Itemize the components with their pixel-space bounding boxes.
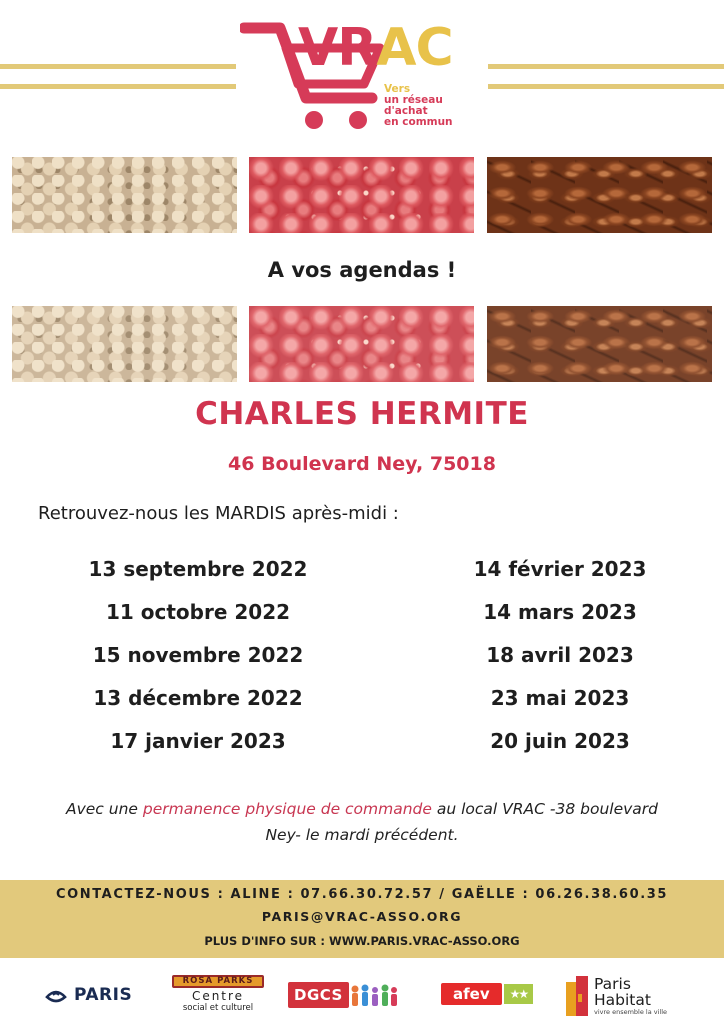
ph-line-2: Habitat — [594, 991, 651, 1009]
header-rule-left-top — [0, 64, 236, 69]
partner-rosa-parks-logo — [172, 975, 264, 1015]
location-address: 46 Boulevard Ney, 75018 — [228, 453, 496, 475]
dates-column-right — [410, 552, 710, 767]
note-highlight: permanence physique de commande — [142, 800, 432, 818]
note-line-1 — [30, 796, 694, 822]
contact-website[interactable]: PLUS D'INFO SUR : WWW.PARIS.VRAC-ASSO.ORG — [204, 934, 520, 948]
intro-text: Retrouvez-nous les MARDIS après-midi : — [38, 503, 399, 524]
date-item: 13 décembre 2022 — [93, 686, 303, 710]
tagline-line-3: d'achat — [384, 105, 428, 117]
date-item: 23 mai 2023 — [490, 686, 630, 710]
date-item: 15 novembre 2022 — [92, 643, 304, 667]
partner-paris-habitat-logo — [566, 974, 667, 1018]
tagline-line-4: en commun — [384, 116, 453, 128]
logo-word — [298, 18, 453, 78]
tagline-line-2: un réseau — [384, 94, 443, 106]
photo-apples-bottom — [249, 306, 474, 382]
rosa-parks-banner: ROSA PARKS — [172, 975, 264, 988]
logo-word-red: VR — [298, 18, 377, 78]
afev-stars-icon: ★★ — [504, 984, 534, 1004]
location-name: CHARLES HERMITE — [195, 396, 529, 432]
header-rule-right-bottom — [488, 84, 724, 89]
contact-email[interactable]: PARIS@VRAC-ASSO.ORG — [261, 909, 463, 924]
photo-dates-bottom — [487, 306, 712, 382]
date-item: 13 septembre 2022 — [88, 557, 308, 581]
contact-band — [0, 880, 724, 958]
paris-label: PARIS — [74, 985, 133, 1005]
people-group-icon — [349, 982, 399, 1008]
partner-dgcs-logo — [288, 980, 399, 1010]
rosa-centre-label: Centre — [191, 989, 245, 1003]
header-rule-left-bottom — [0, 84, 236, 89]
partner-paris-logo — [44, 980, 132, 1010]
rosa-sub-label: social et culturel — [182, 1003, 254, 1013]
photo-chickpeas-bottom — [12, 306, 237, 382]
paris-habitat-mark-icon — [566, 976, 588, 1016]
date-item: 18 avril 2023 — [486, 643, 634, 667]
logo-word-gold: AC — [376, 18, 453, 78]
date-item: 14 février 2023 — [473, 557, 647, 581]
paris-habitat-text — [594, 976, 667, 1016]
date-item: 14 mars 2023 — [483, 600, 637, 624]
note-line-2: Ney- le mardi précédent. — [265, 826, 459, 844]
date-item: 11 octobre 2022 — [105, 600, 291, 624]
order-note — [30, 796, 694, 848]
tagline-line-1: Vers — [384, 83, 411, 95]
photo-apples-top — [249, 157, 474, 233]
date-item: 20 juin 2023 — [490, 729, 630, 753]
date-item: 17 janvier 2023 — [110, 729, 286, 753]
afev-label: afev — [441, 983, 502, 1005]
note-after: au local VRAC -38 boulevard — [431, 800, 658, 818]
partner-afev-logo — [441, 982, 533, 1006]
vrac-logo — [240, 18, 480, 134]
logo-tagline — [384, 84, 453, 128]
photo-dates-top — [487, 157, 712, 233]
photo-chickpeas-top — [12, 157, 237, 233]
headline: A vos agendas ! — [267, 258, 457, 282]
dates-column-left — [48, 552, 348, 767]
paris-ship-icon — [44, 983, 68, 1007]
note-before: Avec une — [66, 800, 143, 818]
ph-line-1: Paris — [594, 975, 631, 993]
contact-phones: CONTACTEZ-NOUS : ALINE : 07.66.30.72.57 / GAËLLE : 06.26.38.60.35 — [55, 887, 669, 902]
ph-tagline: vivre ensemble la ville — [594, 1008, 668, 1016]
dgcs-label: DGCS — [288, 982, 349, 1008]
header-rule-right-top — [488, 64, 724, 69]
